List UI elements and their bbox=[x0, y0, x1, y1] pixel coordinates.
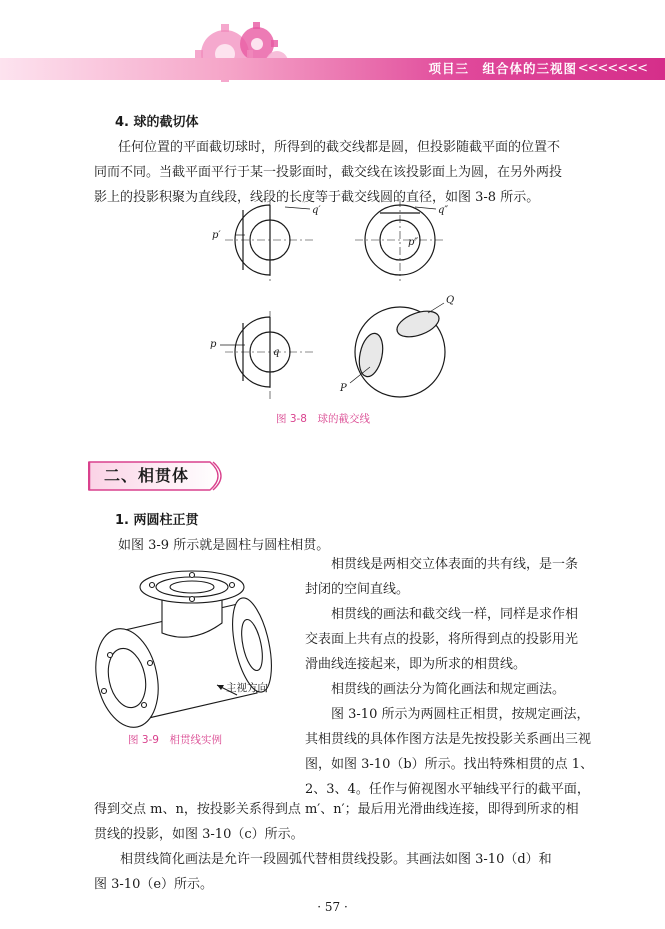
paragraph-line: 图 3-10 所示为两圆柱正相贯，按规定画法， bbox=[305, 707, 590, 722]
subsection-heading: 1. 两圆柱正贯 bbox=[115, 513, 199, 528]
label-P: P bbox=[340, 383, 347, 394]
label-q1: q′ bbox=[312, 205, 321, 216]
paragraph-line: 图，如图 3-10（b）所示。找出特殊相贯的点 1、 bbox=[305, 757, 594, 772]
label-p1: p′ bbox=[212, 230, 221, 241]
label-p3: p bbox=[210, 339, 217, 350]
paragraph-line: 同而不同。当截平面平行于某一投影面时，截交线在该投影面上为圆，在另外两投 bbox=[94, 165, 563, 180]
label-q3: q bbox=[273, 347, 280, 358]
sphere-section-figure bbox=[200, 195, 480, 410]
label-p2: p″ bbox=[408, 237, 419, 248]
section-title: 二、相贯体 bbox=[104, 466, 190, 485]
paragraph-line: 交表面上共有点的投影，将所得到点的投影用光 bbox=[305, 632, 579, 647]
paragraph-line: 任何位置的平面截切球时，所得到的截交线都是圆，但投影随截平面的位置不 bbox=[118, 140, 561, 155]
paragraph-line: 封闭的空间直线。 bbox=[305, 582, 410, 597]
page-number: · 57 · bbox=[317, 900, 348, 914]
top-view bbox=[220, 311, 315, 400]
section-heading: 4. 球的截切体 bbox=[115, 115, 199, 130]
paragraph-line: 相贯线的画法和截交线一样，同样是求作相 bbox=[305, 607, 579, 622]
paragraph-line: 相贯线简化画法是允许一段圆弧代替相贯线投影。其画法如图 3-10（d）和 bbox=[94, 852, 552, 867]
page-header bbox=[0, 0, 665, 84]
chapter-title: 项目三 组合体的三视图 bbox=[428, 61, 577, 76]
paragraph-line: 滑曲线连接起来，即为所求的相贯线。 bbox=[305, 657, 527, 672]
side-view bbox=[355, 199, 445, 281]
front-view bbox=[225, 199, 315, 281]
paragraph-line: 贯线的投影，如图 3-10（c）所示。 bbox=[94, 827, 304, 842]
paragraph-line: 如图 3-9 所示就是圆柱与圆柱相贯。 bbox=[118, 538, 330, 553]
paragraph-line: 相贯线的画法分为简化画法和规定画法。 bbox=[305, 682, 566, 697]
paragraph-line: 其相贯线的具体作图方法是先按投影关系画出三视 bbox=[305, 732, 592, 747]
paragraph-line: 影上的投影积聚为直线段，线段的长度等于截交线圆的直径，如图 3-8 所示。 bbox=[94, 190, 540, 205]
figure-caption: 图 3-8 球的截交线 bbox=[276, 413, 370, 425]
pipe-tee-illustration bbox=[92, 563, 292, 728]
paragraph-line: 得到交点 m、n，按投影关系得到点 m′、n′；最后用光滑曲线连接，即得到所求的相 bbox=[94, 802, 579, 817]
paragraph-line: 图 3-10（e）所示。 bbox=[94, 877, 214, 892]
label-q2: q″ bbox=[438, 205, 449, 216]
view-direction-label: 主视方向 bbox=[226, 682, 268, 694]
chevron-left-icon: <<<<<<< bbox=[577, 61, 647, 76]
paragraph-line: 相贯线是两相交立体表面的共有线，是一条 bbox=[305, 557, 579, 572]
paragraph-line: 2、3、4。任作与俯视图水平轴线平行的截平面， bbox=[305, 782, 590, 797]
figure-caption: 图 3-9 相贯线实例 bbox=[128, 734, 222, 746]
label-Q: Q bbox=[446, 295, 455, 306]
sphere-3d bbox=[350, 303, 445, 397]
